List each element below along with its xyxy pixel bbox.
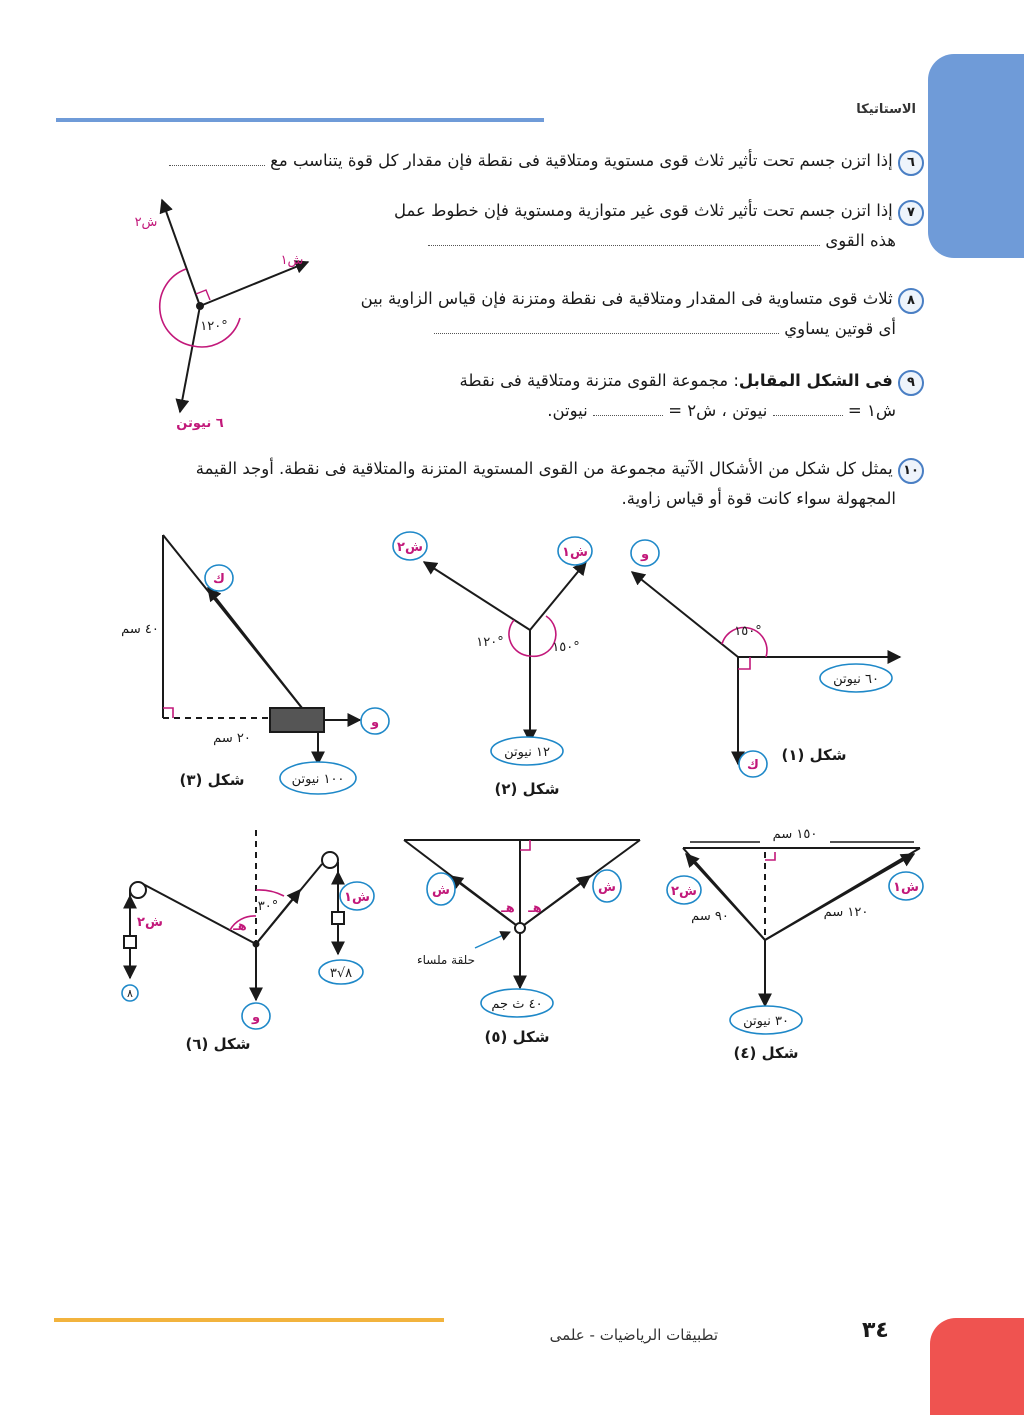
fig1-right-angle — [738, 657, 750, 669]
fig6-label-s2: ش٢ — [137, 915, 163, 930]
fig5-right-angle — [520, 840, 530, 850]
question-text-line1: يمثل كل شكل من الأشكال الآتية مجموعة من القوى المستوية المتزنة والمتلاقية فى نقطة. أوجد القيمة — [195, 459, 893, 478]
fig2-force-s2-arrow — [424, 562, 530, 630]
fig4-right-angle — [765, 852, 775, 860]
question-text-line2: أى قوتين يساوي — [784, 319, 896, 338]
fig6-label-h: هـ — [233, 919, 247, 934]
question-text: إذا اتزن جسم تحت تأثير ثلاث قوى مستوية ومتلاقية فى نقطة فإن مقدار كل قوة يتناسب مع — [270, 151, 893, 170]
q9-force-diagram — [160, 200, 308, 412]
question-text-line2: هذه القوى — [825, 231, 896, 250]
fig3-caption: شكل (٣) — [179, 771, 245, 789]
fig5-label-force: ٤٠ ث جم — [491, 997, 543, 1012]
fig2-force-s1-arrow — [530, 562, 586, 630]
unit-b: نيوتن. — [547, 401, 588, 420]
fig1-label-w: و — [640, 547, 650, 562]
fig1-caption: شكل (١) — [781, 746, 847, 764]
question-text-line2: المجهولة سواء كانت قوة أو قياس زاوية. — [621, 489, 896, 508]
fig4-label-right: ١٢٠ سم — [823, 905, 869, 920]
fig6-label-w: و — [251, 1010, 261, 1025]
fig2-angle-arc-left — [509, 620, 530, 656]
question-number: ٨ — [898, 288, 924, 314]
fig3-tension-k-arrow — [208, 588, 302, 708]
q9-point — [196, 302, 204, 310]
fig4-label-s1: ش١ — [893, 880, 919, 895]
fig6-left-mass — [124, 936, 136, 948]
section-title: الاستاتيكا — [856, 102, 916, 117]
fig6-label-left-w: ٨ — [127, 987, 133, 1000]
figure-4 — [683, 842, 920, 1006]
fig2-caption: شكل (٢) — [494, 780, 560, 798]
fig2-label-s2: ش٢ — [397, 540, 423, 555]
fig5-ring-pointer — [475, 932, 510, 948]
fig5-label-hr: هـ — [528, 901, 542, 916]
fig3-label-base: ٢٠ سم — [213, 731, 251, 746]
fig6-caption: شكل (٦) — [185, 1035, 251, 1053]
force-s1-label: ش١ = — [847, 401, 896, 420]
figure-3 — [163, 535, 360, 764]
fig1-label-k: ك — [747, 758, 759, 773]
fig3-label-weight: ١٠٠ نيوتن — [291, 772, 345, 787]
fig6-knot — [253, 941, 260, 948]
fig5-label-ring: حلقة ملساء — [416, 953, 476, 967]
fig6-left-string — [143, 884, 256, 944]
fig6-right-mass — [332, 912, 344, 924]
q9-label-s2: ش٢ — [134, 215, 158, 230]
fig6-label-right-w: ٨√٣ — [329, 966, 353, 981]
fig4-label-s2: ش٢ — [671, 884, 697, 899]
fig2-label-s1: ش١ — [562, 545, 588, 560]
fig5-label-sl: ش — [432, 883, 450, 898]
q9-angle-arc-left — [160, 269, 193, 346]
fig1-force-w-arrow — [632, 572, 738, 657]
fig1-label-angle: ١٥٠° — [734, 624, 762, 639]
fig5-label-sr: ش — [598, 880, 616, 895]
footer-title: تطبيقات الرياضيات - علمى — [549, 1326, 718, 1344]
fig4-label-top: ١٥٠ سم — [772, 827, 818, 842]
fig6-angle-arc-right — [256, 890, 284, 896]
question-text-line1: : مجموعة القوى متزنة ومتلاقية فى نقطة — [459, 371, 739, 390]
fig5-label-hl: هـ — [501, 901, 515, 916]
footer-side-tab — [930, 1318, 1024, 1415]
fig3-label-w: و — [370, 715, 380, 730]
fig5-ring — [515, 923, 525, 933]
fig3-block — [270, 708, 324, 732]
fig1-label-force: ٦٠ نيوتن — [833, 672, 879, 687]
q9-label-s1: ش١ — [280, 253, 304, 268]
fig4-label-force: ٣٠ نيوتن — [743, 1014, 789, 1029]
fig2-label-a1: ١٢٠° — [476, 635, 504, 650]
fig2-label-a2: ١٥٠° — [552, 640, 580, 655]
question-number: ٦ — [898, 150, 924, 176]
fig4-caption: شكل (٤) — [733, 1044, 799, 1062]
q9-label-angle: ١٢٠° — [200, 319, 228, 334]
q9-force-s1-arrow — [200, 262, 308, 306]
fig3-right-angle — [163, 708, 173, 718]
footer-rule — [54, 1318, 444, 1322]
fig6-right-pulley — [322, 852, 338, 868]
fig3-label-height: ٤٠ سم — [121, 622, 159, 637]
fig4-label-left: ٩٠ سم — [691, 909, 729, 924]
q9-label-force: ٦ نيوتن — [176, 416, 224, 431]
q9-force-6n-arrow — [180, 306, 200, 412]
fig4-force-s1-arrow — [765, 854, 914, 940]
fig2-label-force: ١٢ نيوتن — [504, 745, 550, 760]
question-text-line1: ثلاث قوى متساوية فى المقدار ومتلاقية فى نقطة ومتزنة فإن قياس الزاوية بين — [360, 289, 893, 308]
question-text-bold: فى الشكل المقابل — [738, 371, 893, 390]
question-text-line1: إذا اتزن جسم تحت تأثير ثلاث قوى غير متوازية ومستوية فإن خطوط عمل — [394, 201, 893, 220]
fig3-label-k: ك — [213, 572, 225, 587]
fig5-caption: شكل (٥) — [484, 1028, 550, 1046]
question-number: ١٠ — [898, 458, 924, 484]
unit-a: نيوتن ، ش٢ = — [668, 401, 768, 420]
q9-force-s2-arrow — [162, 200, 200, 306]
fig6-label-angle: ٣٠° — [257, 899, 279, 914]
question-number: ٩ — [898, 370, 924, 396]
page-number: ٣٤ — [862, 1318, 889, 1343]
question-number: ٧ — [898, 200, 924, 226]
fig6-label-s1: ش١ — [344, 890, 370, 905]
